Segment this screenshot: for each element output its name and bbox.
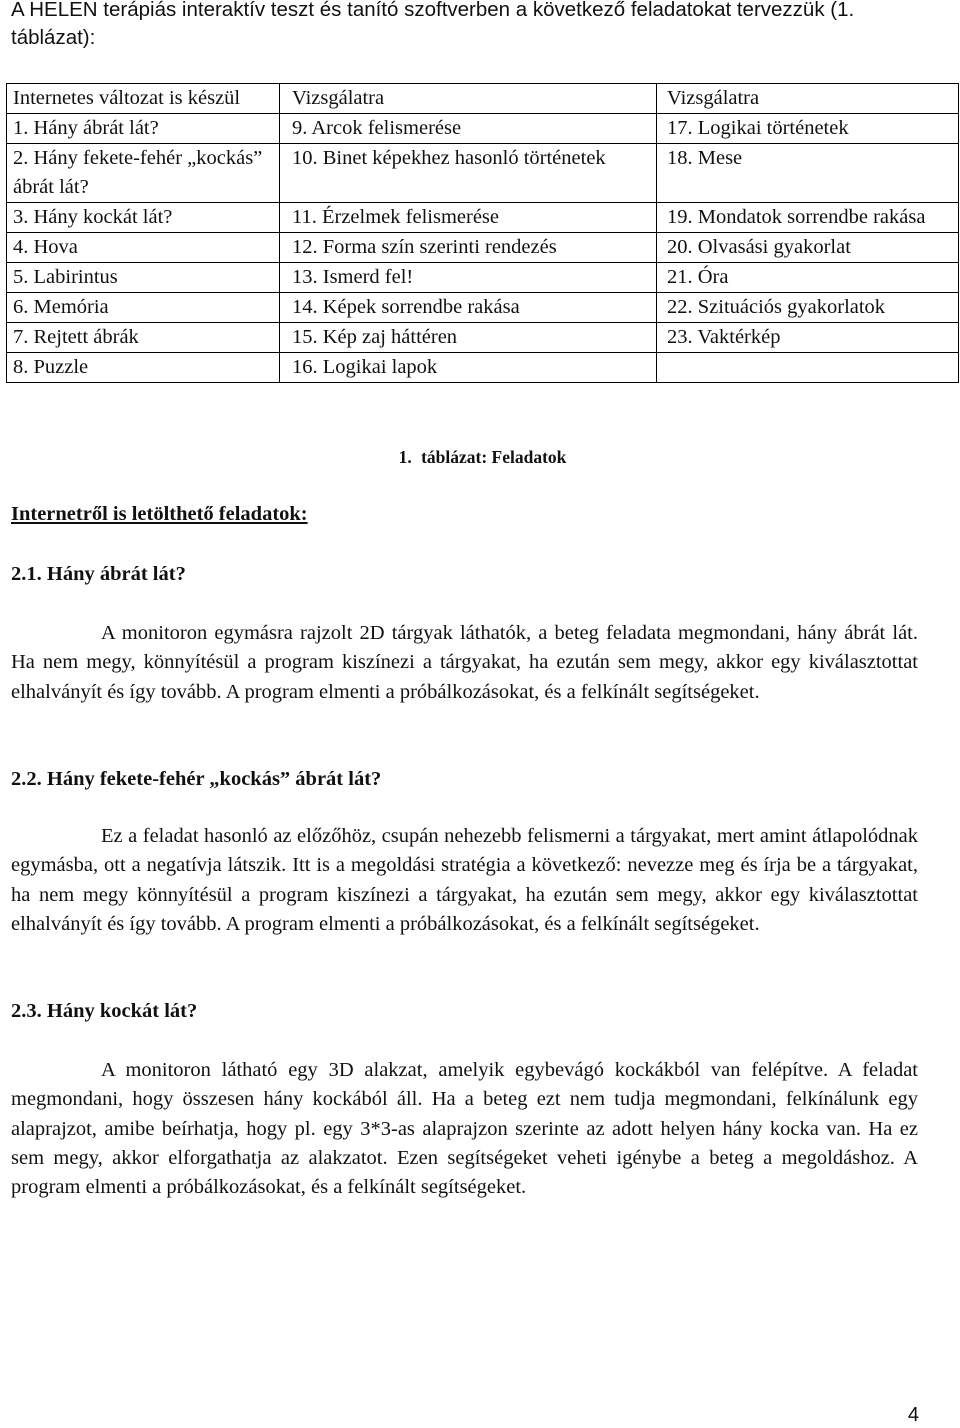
table-row <box>7 144 959 203</box>
table-cell: 11. Érzelmek felismerése <box>280 203 657 233</box>
page-number: 4 <box>907 1404 919 1426</box>
table-cell: 18. Mese <box>657 144 959 203</box>
section-heading: 2.2. Hány fekete-fehér „kockás” ábrát lát? <box>11 768 382 790</box>
table-caption-text: táblázat: Feladatok <box>421 447 567 467</box>
table-cell: 4. Hova <box>7 233 280 263</box>
table-cell: 10. Binet képekhez hasonló történetek <box>280 144 657 203</box>
table-cell: 3. Hány kockát lát? <box>7 203 280 233</box>
table-cell: 19. Mondatok sorrendbe rakása <box>657 203 959 233</box>
table-cell <box>657 353 959 383</box>
section-paragraph: A monitoron látható egy 3D alakzat, amelyik egybevágó kockákból van felépítve. A feladat megmondani, hogy összesen hány kockából áll. Ha a beteg ezt nem tudja megmondani, felkínálunk egy alaprajzot, amibe beírhatja, hogy pl. egy 3*3-as alaprajzon szerinte az adott helyen hány kocka van. Ha ez sem megy, akkor elforgathatja az alakzatot. Ezen segítségeket veheti igénybe a beteg a megoldáshoz. A program elmenti a próbálkozásokat, és a felkínált segítségeket. <box>11 1059 918 1199</box>
intro-text: A HELEN terápiás interaktív teszt és tanító szoftverben a következő feladatokat tervezzük (1. táblázat): <box>11 0 855 49</box>
table-row <box>7 263 959 293</box>
table-cell: 14. Képek sorrendbe rakása <box>280 293 657 323</box>
table-cell: 2. Hány fekete-fehér „kockás” ábrát lát? <box>7 144 280 203</box>
table-row <box>7 293 959 323</box>
table-row <box>7 233 959 263</box>
table-cell: 5. Labirintus <box>7 263 280 293</box>
section-heading: 2.1. Hány ábrát lát? <box>11 563 186 585</box>
table-cell: Internetes változat is készül <box>7 84 280 114</box>
table-caption-number: 1. <box>398 447 412 467</box>
table-cell: 7. Rejtett ábrák <box>7 323 280 353</box>
table-cell: 12. Forma szín szerinti rendezés <box>280 233 657 263</box>
table-row <box>7 114 959 144</box>
section-heading: 2.3. Hány kockát lát? <box>11 1000 198 1022</box>
section-title: Internetről is letölthető feladatok: <box>11 503 308 525</box>
table-cell: 8. Puzzle <box>7 353 280 383</box>
table-row <box>7 353 959 383</box>
table-row <box>7 323 959 353</box>
table-row <box>7 84 959 114</box>
table-cell: 17. Logikai történetek <box>657 114 959 144</box>
table-cell: 20. Olvasási gyakorlat <box>657 233 959 263</box>
table-caption <box>0 447 960 468</box>
task-table <box>6 83 959 383</box>
table-cell: 23. Vaktérkép <box>657 323 959 353</box>
table-cell: 16. Logikai lapok <box>280 353 657 383</box>
table-cell: 21. Óra <box>657 263 959 293</box>
table-cell: Vizsgálatra <box>657 84 959 114</box>
table-cell: Vizsgálatra <box>280 84 657 114</box>
table-cell: 13. Ismerd fel! <box>280 263 657 293</box>
table-cell: 22. Szituációs gyakorlatok <box>657 293 959 323</box>
table-cell: 9. Arcok felismerése <box>280 114 657 144</box>
section-paragraph: Ez a feladat hasonló az előzőhöz, csupán nehezebb felismerni a tárgyakat, mert amint átlapolódnak egymásba, ott a negatívja látszik. Itt is a megoldási stratégia a következő: nevezze meg és írja be a tárgyakat, ha nem megy könnyítésül a program kiszínezi a tárgyakat, ha ezután sem megy, akkor egy kiválasztottat elhalványít és így tovább. A program elmenti a próbálkozásokat, és a felkínált segítségeket. <box>11 825 918 935</box>
section-paragraph: A monitoron egymásra rajzolt 2D tárgyak láthatók, a beteg feladata megmondani, hány ábrát lát. Ha nem megy, könnyítésül a program kiszínezi a tárgyakat, ha ezután sem megy, akkor egy kiválasztottat elhalványít és így tovább. A program elmenti a próbálkozásokat, és a felkínált segítségeket. <box>11 622 918 703</box>
table-cell: 1. Hány ábrát lát? <box>7 114 280 144</box>
table-cell: 6. Memória <box>7 293 280 323</box>
table-row <box>7 203 959 233</box>
table-cell: 15. Kép zaj háttéren <box>280 323 657 353</box>
